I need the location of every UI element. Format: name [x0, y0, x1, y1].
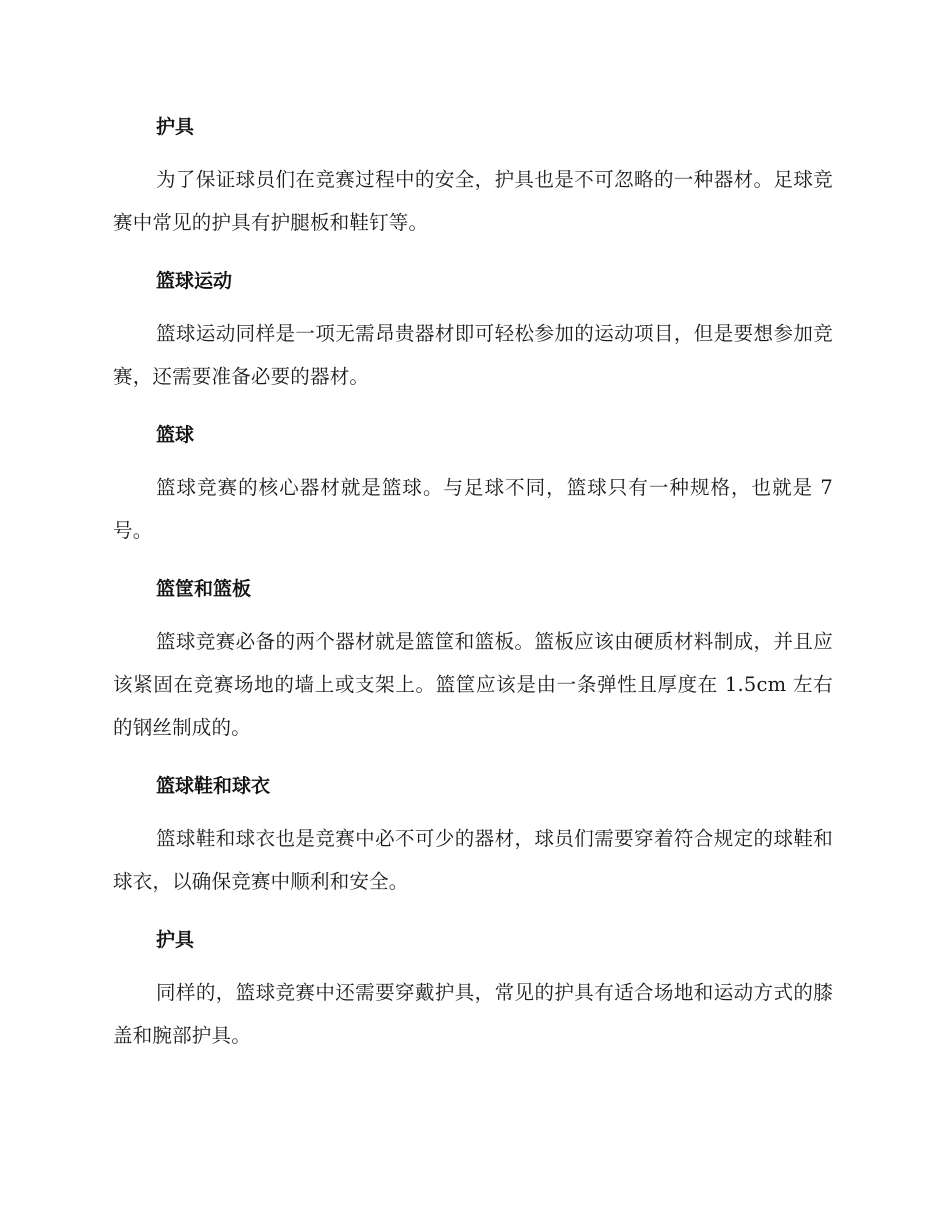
section-text-football-gear: 为了保证球员们在竞赛过程中的安全，护具也是不可忽略的一种器材。足球竞赛中常见的护具有护腿板和鞋钉等。 [113, 168, 833, 234]
section-heading-shoes-jersey: 篮球鞋和球衣 [156, 775, 271, 797]
section-heading-ball: 篮球 [156, 424, 195, 446]
section-heading-football-gear: 护具 [156, 116, 195, 138]
section-text-shoes-jersey: 篮球鞋和球衣也是竞赛中必不可少的器材，球员们需要穿着符合规定的球鞋和球衣，以确保竞赛中顺利和安全。 [113, 827, 833, 893]
section-text-basketball-gear: 同样的，篮球竞赛中还需要穿戴护具，常见的护具有适合场地和运动方式的膝盖和腕部护具。 [113, 981, 833, 1047]
section-text-ball: 篮球竞赛的核心器材就是篮球。与足球不同，篮球只有一种规格，也就是 7 号。 [113, 476, 833, 542]
section-heading-basketball-gear: 护具 [156, 929, 195, 951]
section-heading-hoop-backboard: 篮筐和篮板 [156, 578, 252, 600]
section-heading-basketball: 篮球运动 [156, 270, 233, 292]
section-text-hoop-backboard: 篮球竞赛必备的两个器材就是篮筐和篮板。篮板应该由硬质材料制成，并且应该紧固在竞赛场地的墙上或支架上。篮筐应该是由一条弹性且厚度在 1.5cm 左右的钢丝制成的。 [113, 630, 833, 739]
document-body [113, 106, 833, 1073]
section-text-basketball: 篮球运动同样是一项无需昂贵器材即可轻松参加的运动项目，但是要想参加竞赛，还需要准备必要的器材。 [113, 322, 833, 388]
